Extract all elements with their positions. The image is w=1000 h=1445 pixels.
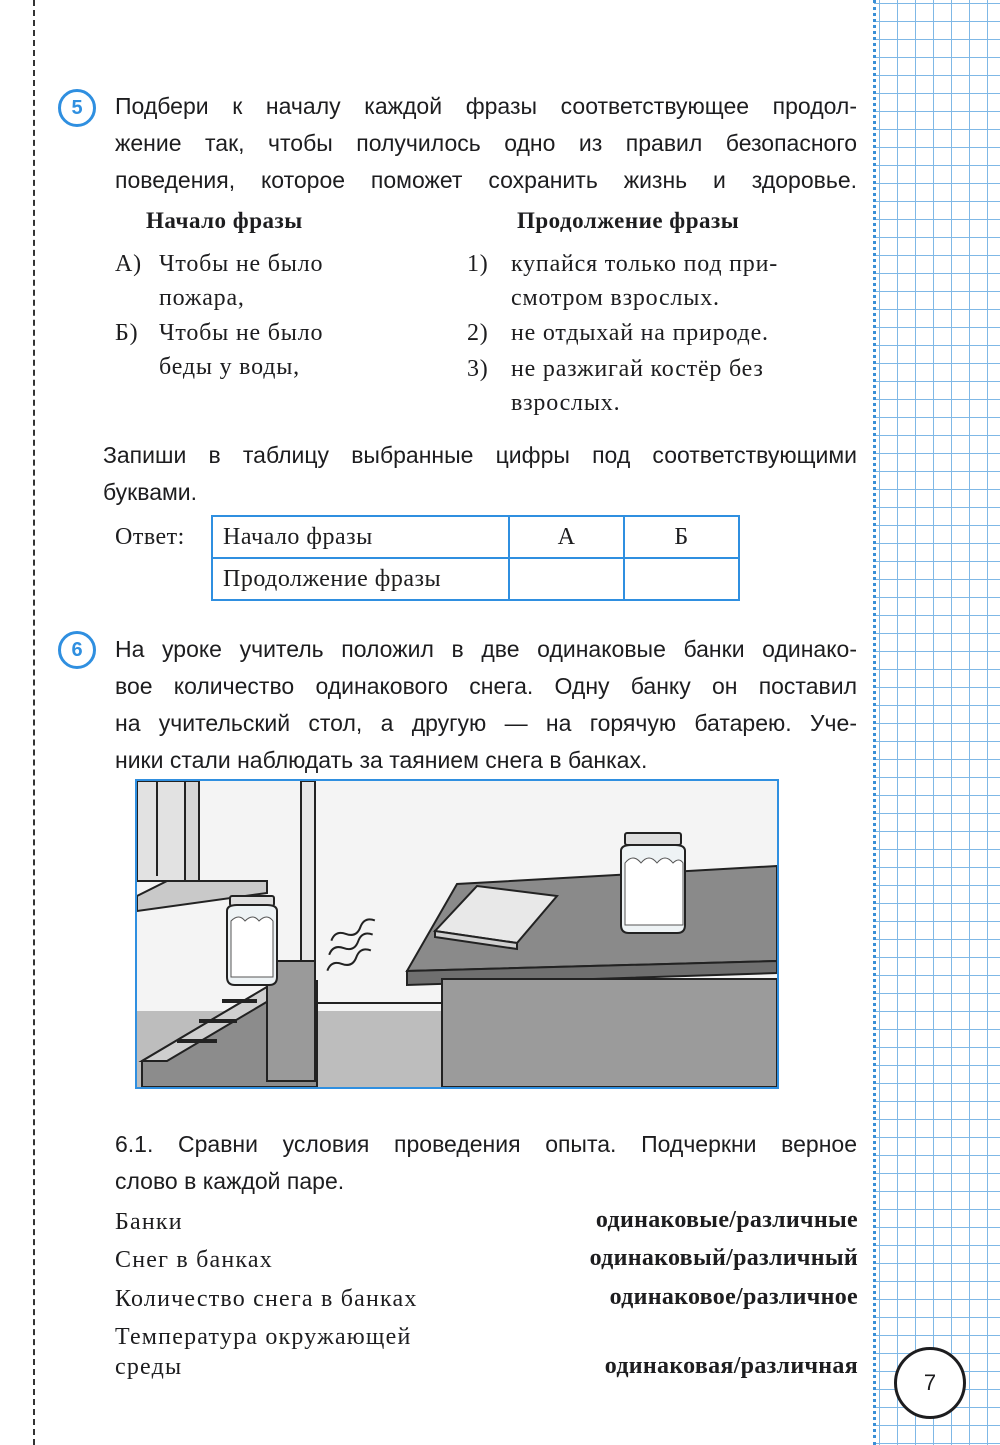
option-mark: А) [115, 251, 142, 277]
wall-pillar [185, 781, 199, 891]
instruction-line: буквами. [103, 479, 198, 505]
task-5-prompt-line: Подбери к началу каждой фразы соответствующее продол- [115, 93, 857, 119]
window [137, 781, 185, 881]
task-6-prompt-line: ники стали наблюдать за таянием снега в банках. [115, 747, 648, 773]
pair-label-line: Температура окружающей [115, 1324, 412, 1350]
option-line: беды у воды, [159, 354, 300, 380]
pair-options-snow[interactable]: одинаковый/различный [589, 1245, 858, 1271]
task-6-number: 6 [71, 638, 83, 661]
option-line: Чтобы не было [159, 320, 324, 346]
task-5-prompt-line: поведения, которое поможет сохранить жизнь и здоровье. [115, 167, 857, 193]
page-number-text: 7 [923, 1370, 937, 1395]
desk-body [442, 979, 777, 1087]
task-6-prompt-line: На уроке учитель положил в две одинаковые банки одинако- [115, 636, 857, 662]
answer-header-cell: Начало фразы [212, 516, 509, 558]
snow-in-jar [231, 917, 273, 977]
option-line: не разжигай костёр без [511, 356, 764, 382]
experiment-illustration [135, 779, 779, 1089]
answer-input-a[interactable] [509, 558, 624, 600]
start-column-header: Начало фразы [146, 208, 303, 233]
pair-label-snow [115, 1245, 273, 1275]
option-line: не отдыхай на природе. [511, 320, 769, 346]
option-line: смотром взрослых. [511, 285, 720, 311]
task-6-prompt [115, 631, 857, 779]
jar-lid [625, 833, 681, 845]
option-mark: 3) [467, 356, 489, 382]
answer-table-row [212, 516, 739, 558]
option-mark: 2) [467, 320, 489, 346]
task-6-badge [58, 631, 96, 669]
instruction-line: Запиши в таблицу выбранные цифры под соответствующими [103, 442, 857, 468]
continuation-option-1 [467, 247, 862, 317]
classroom-scene [137, 781, 777, 1087]
notebook-grid-margin [874, 0, 1000, 1445]
pair-options-temperature[interactable]: одинаковая/различная [604, 1353, 858, 1379]
pair-label-line: Банки [115, 1209, 183, 1235]
pair-label-line: среды [115, 1354, 183, 1380]
pair-label-snow-amount [115, 1284, 418, 1314]
pair-label-line: Количество снега в банках [115, 1286, 418, 1312]
continuation-option-3 [467, 352, 862, 422]
pair-options-jars[interactable]: одинаковые/различные [595, 1207, 858, 1233]
continuation-option-2 [467, 316, 862, 352]
option-line: Чтобы не было [159, 251, 324, 277]
pair-options-snow-amount[interactable]: одинаковое/различное [609, 1284, 858, 1310]
subtask-6-1 [115, 1126, 857, 1200]
task-5-badge [58, 89, 96, 127]
answer-header-cell: Продолжение фразы [212, 558, 509, 600]
option-line: купайся только под при- [511, 251, 779, 277]
task-6-prompt-line: вое количество одинакового снега. Одну банку он поставил [115, 673, 857, 699]
subtask-line: 6.1. Сравни условия проведения опыта. Подчеркни верное [115, 1131, 857, 1157]
option-mark: Б) [115, 320, 139, 346]
option-line: взрослых. [511, 390, 621, 416]
answer-column-b: Б [624, 516, 739, 558]
start-option-b [115, 316, 375, 386]
task-5-prompt [115, 88, 857, 199]
answer-label: Ответ: [115, 524, 185, 550]
pair-label-temperature [115, 1322, 412, 1382]
task-5-instruction [103, 437, 857, 511]
option-line: пожара, [159, 285, 245, 311]
task-5-number: 5 [71, 96, 83, 119]
grid-margin-edge [873, 0, 876, 1445]
subtask-line: слово в каждой паре. [115, 1168, 345, 1194]
start-option-a [115, 247, 375, 317]
page-number [894, 1347, 966, 1419]
task-5-prompt-line: жение так, чтобы получилось одно из правил безопасного [115, 130, 857, 156]
option-mark: 1) [467, 251, 489, 277]
continuation-column-header: Продолжение фразы [517, 208, 740, 233]
snow-in-jar [625, 858, 683, 925]
answer-table-row [212, 558, 739, 600]
cut-line [33, 0, 35, 1445]
pair-label-line: Снег в банках [115, 1247, 273, 1273]
answer-table [211, 515, 740, 601]
answer-input-b[interactable] [624, 558, 739, 600]
pair-label-jars [115, 1207, 183, 1237]
answer-column-a: А [509, 516, 624, 558]
task-6-prompt-line: на учительский стол, а другую — на горячую батарею. Уче- [115, 710, 857, 736]
